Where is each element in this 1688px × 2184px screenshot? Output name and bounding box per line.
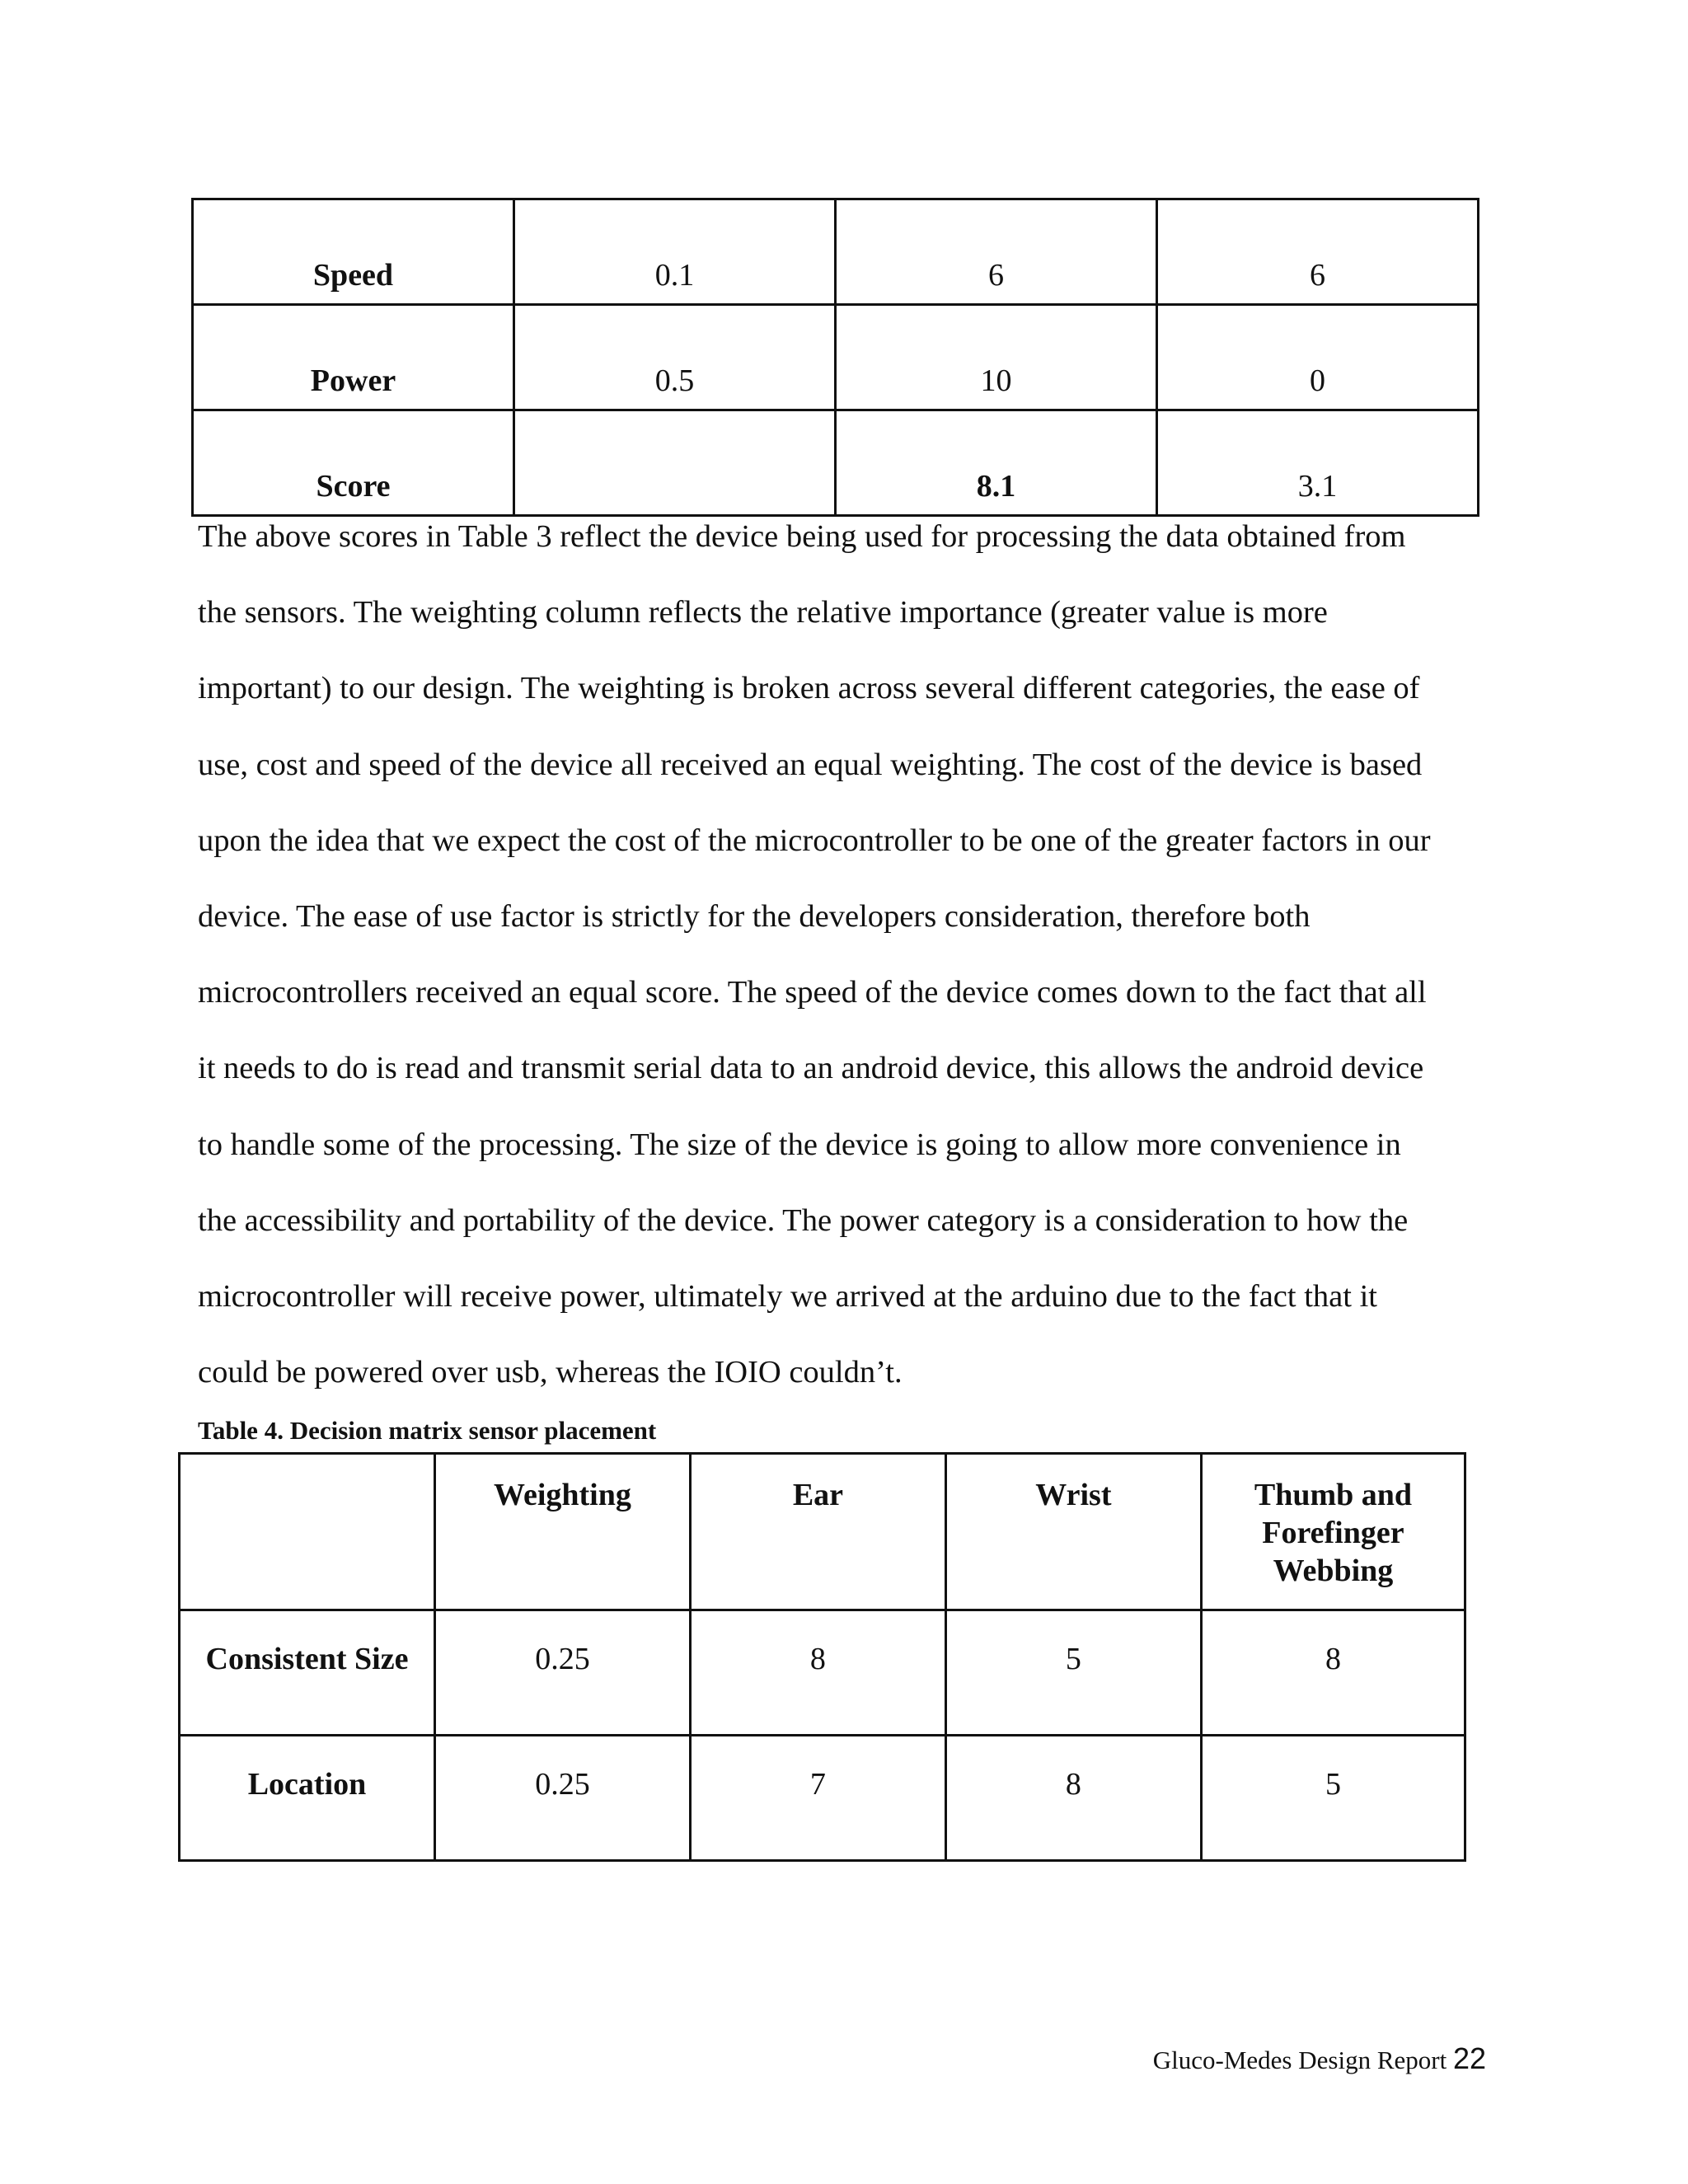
table-row bbox=[193, 305, 1479, 410]
cell-wrist: 8 bbox=[945, 1736, 1201, 1861]
table-4-caption: Table 4. Decision matrix sensor placement bbox=[198, 1416, 657, 1445]
table-row bbox=[180, 1736, 1465, 1861]
cell-weighting: 0.1 bbox=[514, 199, 836, 305]
footer-report-title: Gluco-Medes Design Report bbox=[1152, 2046, 1447, 2074]
header-wrist: Wrist bbox=[945, 1454, 1201, 1610]
row-label-score: Score bbox=[193, 410, 514, 516]
cell-value: 0 bbox=[1157, 305, 1479, 410]
table-header-row bbox=[180, 1454, 1465, 1610]
header-weighting: Weighting bbox=[434, 1454, 690, 1610]
cell-thumb: 8 bbox=[1201, 1610, 1465, 1736]
cell-ear: 8 bbox=[690, 1610, 945, 1736]
row-label-power: Power bbox=[193, 305, 514, 410]
body-paragraph: The above scores in Table 3 reflect the device being used for processing the data obtained from the sensors. The weighting column reflects the relative importance (greater value is more important) to our design. The weighting is broken across several different categories, the ease of use, cost and speed of the device all received an equal weighting. The cost of the device is based upon the idea that we expect the cost of the microcontroller to be one of the greater factors in our device. The ease of use factor is strictly for the developers consideration, therefore both microcontrollers received an equal score. The speed of the device comes down to the fact that all it needs to do is read and transmit serial data to an android device, this allows the android device to handle some of the processing. The size of the device is going to allow more convenience in the accessibility and portability of the device. The power category is a consideration to how the microcontroller will receive power, ultimately we arrived at the arduino due to the fact that it could be powered over usb, whereas the IOIO couldn’t. bbox=[198, 519, 1431, 1390]
row-label-location: Location bbox=[180, 1736, 435, 1861]
page-number: 22 bbox=[1452, 2041, 1486, 2075]
decision-matrix-table-4 bbox=[178, 1452, 1466, 1862]
cell-thumb: 5 bbox=[1201, 1736, 1465, 1861]
header-ear: Ear bbox=[690, 1454, 945, 1610]
cell-score: 3.1 bbox=[1157, 410, 1479, 516]
table-row bbox=[193, 199, 1479, 305]
cell-value: 6 bbox=[836, 199, 1157, 305]
row-label-speed: Speed bbox=[193, 199, 514, 305]
cell-weighting: 0.25 bbox=[434, 1610, 690, 1736]
cell-value: 10 bbox=[836, 305, 1157, 410]
table-row bbox=[180, 1610, 1465, 1736]
header-thumb-forefinger-webbing: Thumb and Forefinger Webbing bbox=[1201, 1454, 1465, 1610]
cell-wrist: 5 bbox=[945, 1610, 1201, 1736]
header-empty bbox=[180, 1454, 435, 1610]
decision-matrix-table-3 bbox=[191, 198, 1479, 517]
cell-weighting: 0.25 bbox=[434, 1736, 690, 1861]
cell-weighting: 0.5 bbox=[514, 305, 836, 410]
cell-ear: 7 bbox=[690, 1736, 945, 1861]
row-label-consistent-size: Consistent Size bbox=[180, 1610, 435, 1736]
cell-value: 6 bbox=[1157, 199, 1479, 305]
cell-score-highlight: 8.1 bbox=[836, 410, 1157, 516]
page-footer bbox=[1153, 2041, 1486, 2076]
